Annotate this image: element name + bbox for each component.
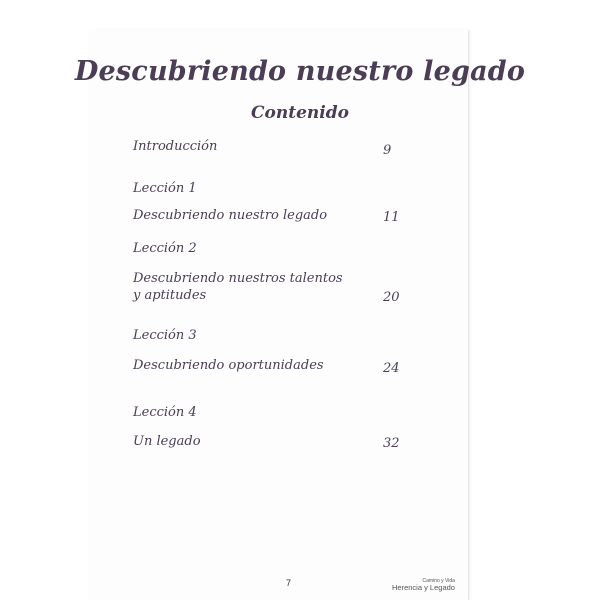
footer-page-number: 7 — [286, 578, 292, 588]
toc-lesson2-label-line2: y aptitudes — [133, 288, 207, 303]
toc-lesson2-heading: Lección 2 — [133, 241, 197, 256]
toc-lesson4-label: Un legado — [133, 434, 201, 449]
toc-intro-label: Introducción — [133, 139, 218, 154]
footer-brand-big: Herencia y Legado — [392, 583, 455, 593]
toc-lesson3-page: 24 — [383, 361, 400, 376]
page-title: Descubriendo nuestro legado — [74, 56, 526, 87]
toc-intro-page: 9 — [383, 143, 392, 158]
toc-lesson2-label-line1: Descubriendo nuestros talentos — [133, 271, 343, 286]
toc-lesson1-page: 11 — [383, 210, 400, 225]
toc-lesson4-heading: Lección 4 — [133, 405, 197, 420]
toc-lesson3-heading: Lección 3 — [133, 328, 197, 343]
toc-lesson2-page: 20 — [383, 290, 400, 305]
toc-lesson1-label: Descubriendo nuestro legado — [133, 208, 328, 223]
toc-lesson4-page: 32 — [383, 436, 400, 451]
footer-brand — [392, 579, 455, 592]
toc-lesson1-heading: Lección 1 — [133, 181, 197, 196]
footer-brand-small: Camino y Vida — [422, 578, 455, 584]
toc-lesson3-label: Descubriendo oportunidades — [133, 358, 324, 373]
contents-heading: Contenido — [251, 103, 349, 123]
